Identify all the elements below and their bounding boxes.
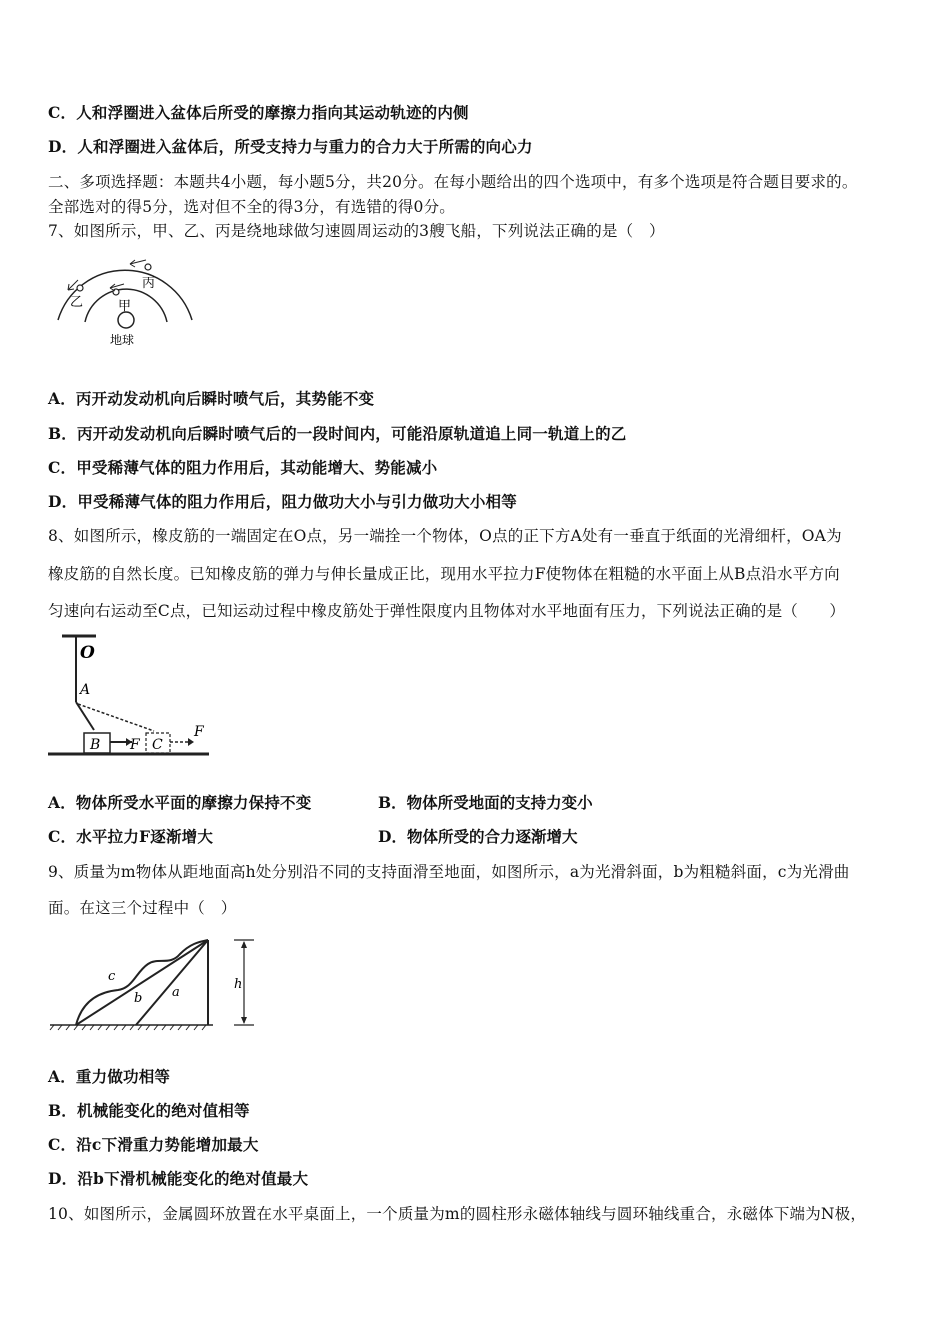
section2-heading-line2: 全部选对的得5分，选对但不全的得3分，有选错的得0分。 bbox=[48, 198, 455, 216]
q8-option-b: B．物体所受地面的支持力变小 bbox=[378, 793, 593, 812]
q8-rubber-band-figure bbox=[46, 630, 216, 760]
earth-circle bbox=[118, 312, 134, 328]
q9-stem-line2: 面。在这三个过程中（ ） bbox=[48, 899, 237, 917]
label-jia: 甲 bbox=[118, 299, 132, 314]
section2-heading-line1: 二、多项选择题：本题共4小题，每小题5分，共20分。在每小题给出的四个选项中，有多个选项是符合题目要求的。 bbox=[48, 173, 858, 191]
label-h: h bbox=[234, 977, 243, 992]
q8-stem-line2: 橡皮筋的自然长度。已知橡皮筋的弹力与伸长量成正比，现用水平拉力F使物体在粗糙的水平面上从B点沿水平方向 bbox=[48, 565, 840, 583]
satellite-bing bbox=[145, 264, 151, 270]
label-earth: 地球 bbox=[110, 333, 135, 347]
label-b: b bbox=[134, 991, 143, 1006]
q7-option-a: A．丙开动发动机向后瞬时喷气后，其势能不变 bbox=[48, 389, 375, 408]
q8-option-a: A．物体所受水平面的摩擦力保持不变 bbox=[48, 793, 312, 812]
label-f2: F bbox=[194, 724, 204, 740]
label-c: c bbox=[108, 969, 116, 984]
q6-option-c: C．人和浮圈进入盆体后所受的摩擦力指向其运动轨迹的内侧 bbox=[48, 103, 469, 122]
q6-option-d: D．人和浮圈进入盆体后，所受支持力与重力的合力大于所需的向心力 bbox=[48, 137, 533, 156]
q8-stem-line3: 匀速向右运动至C点，已知运动过程中橡皮筋处于弹性限度内且物体对水平地面有压力，下列说法正确的是（ ） bbox=[48, 602, 846, 620]
label-a: A bbox=[80, 682, 91, 698]
satellite-yi bbox=[77, 285, 83, 291]
label-b: B bbox=[90, 737, 101, 753]
q9-option-a: A．重力做功相等 bbox=[48, 1067, 171, 1086]
label-a: a bbox=[172, 985, 180, 1000]
q8-option-d: D．物体所受的合力逐渐增大 bbox=[378, 827, 578, 846]
q7-option-d: D．甲受稀薄气体的阻力作用后，阻力做功大小与引力做功大小相等 bbox=[48, 492, 517, 511]
q7-orbit-figure bbox=[50, 250, 200, 350]
q7-stem: 7、如图所示，甲、乙、丙是绕地球做匀速圆周运动的3艘飞船，下列说法正确的是（ ） bbox=[48, 222, 665, 240]
label-yi: 乙 bbox=[70, 295, 84, 310]
label-o: O bbox=[80, 643, 95, 663]
label-f1: F bbox=[130, 737, 140, 753]
q9-option-c: C．沿c下滑重力势能增加最大 bbox=[48, 1135, 259, 1154]
q9-option-d: D．沿b下滑机械能变化的绝对值最大 bbox=[48, 1169, 309, 1188]
q8-stem-line1: 8、如图所示，橡皮筋的一端固定在O点，另一端拴一个物体，O点的正下方A处有一垂直于纸面的光滑细杆，OA为 bbox=[48, 527, 842, 545]
q9-option-b: B．机械能变化的绝对值相等 bbox=[48, 1101, 250, 1120]
label-c: C bbox=[152, 737, 163, 753]
q9-stem-line1: 9、质量为m物体从距地面高h处分别沿不同的支持面滑至地面，如图所示，a为光滑斜面，b为粗糙斜面，c为光滑曲 bbox=[48, 863, 850, 881]
label-bing: 丙 bbox=[142, 276, 156, 291]
q7-option-c: C．甲受稀薄气体的阻力作用后，其动能增大、势能减小 bbox=[48, 458, 438, 477]
q7-option-b: B．丙开动发动机向后瞬时喷气后的一段时间内，可能沿原轨道追上同一轨道上的乙 bbox=[48, 424, 627, 443]
q10-stem-line1: 10、如图所示，金属圆环放置在水平桌面上，一个质量为m的圆柱形永磁体轴线与圆环轴线重合，永磁体下端为N极， bbox=[48, 1205, 867, 1223]
q9-slopes-figure bbox=[48, 932, 268, 1037]
q8-option-c: C．水平拉力F逐渐增大 bbox=[48, 827, 214, 846]
